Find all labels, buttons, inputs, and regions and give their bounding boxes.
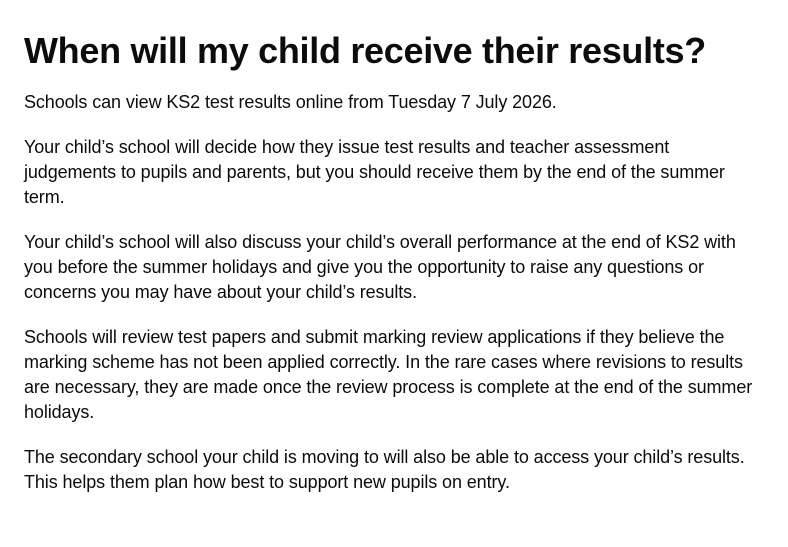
article-content bbox=[24, 0, 764, 495]
paragraph-results-date: Schools can view KS2 test results online from Tuesday 7 July 2026. bbox=[24, 92, 557, 112]
paragraph-performance-discussion: Your child’s school will also discuss your child’s overall performance at the end of KS2 with you before the summer holidays and give you the opportunity to raise any questions or concerns you may have about your child’s results. bbox=[24, 232, 736, 302]
paragraph-secondary-access: The secondary school your child is moving to will also be able to access your child’s results. This helps them plan how best to support new pupils on entry. bbox=[24, 447, 745, 492]
page-title: When will my child receive their results? bbox=[24, 30, 706, 71]
paragraph-school-issue: Your child’s school will decide how they issue test results and teacher assessment judgements to pupils and parents, but you should receive them by the end of the summer term. bbox=[24, 137, 725, 207]
paragraph-marking-review: Schools will review test papers and submit marking review applications if they believe the marking scheme has not been applied correctly. In the rare cases where revisions to results are necessary, they are made once the review process is complete at the end of the summer holidays. bbox=[24, 327, 753, 422]
